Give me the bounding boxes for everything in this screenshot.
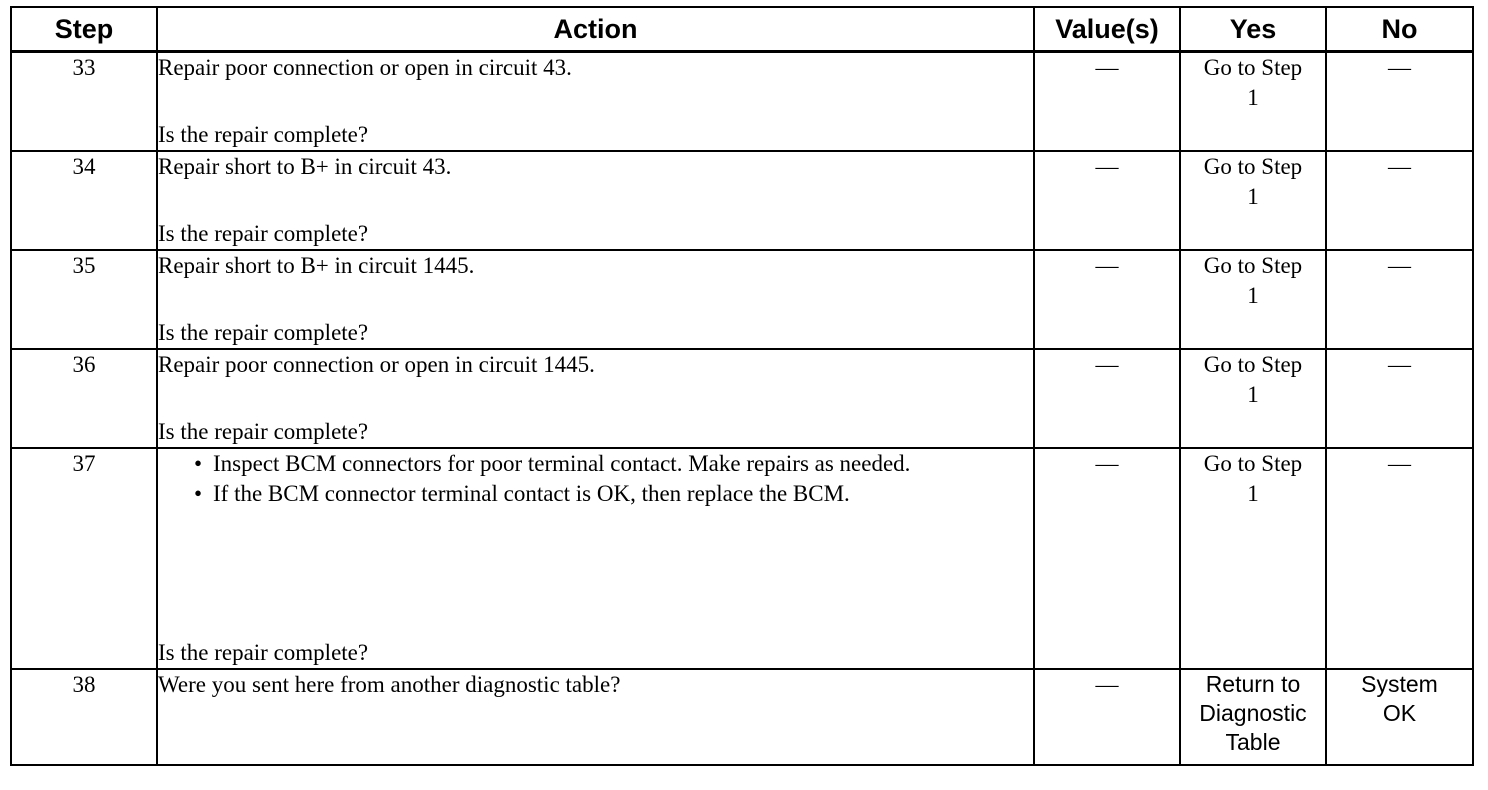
action-question: Is the repair complete? — [158, 221, 369, 246]
no-line: OK — [1382, 700, 1417, 726]
action-question: Is the repair complete? — [158, 419, 369, 444]
value-cell: — — [1034, 669, 1180, 765]
action-text: Repair poor connection or open in circuit 43. — [158, 55, 572, 80]
action-question: Is the repair complete? — [158, 320, 369, 345]
step-number: 38 — [11, 669, 157, 765]
yes-line: 1 — [1247, 85, 1259, 110]
yes-cell — [1180, 669, 1326, 765]
step-number: 34 — [11, 151, 157, 250]
yes-line: Go to Step — [1203, 55, 1303, 80]
action-question: Is the repair complete? — [158, 640, 369, 665]
yes-cell — [1180, 250, 1326, 349]
action-text: Repair short to B+ in circuit 43. — [158, 154, 452, 179]
yes-cell — [1180, 448, 1326, 669]
step-number: 36 — [11, 349, 157, 448]
yes-line: 1 — [1247, 481, 1259, 506]
header-step: Step — [11, 7, 157, 52]
bullet-text: If the BCM connector terminal contact is OK, then replace the BCM. — [213, 481, 850, 506]
header-no: No — [1326, 7, 1473, 52]
action-cell — [157, 52, 1034, 152]
bullet-text: Inspect BCM connectors for poor terminal contact. Make repairs as needed. — [213, 451, 911, 476]
no-cell: — — [1326, 250, 1473, 349]
table-row — [11, 669, 1473, 765]
table-row — [11, 349, 1473, 448]
yes-line: Diagnostic — [1199, 700, 1307, 726]
step-number: 35 — [11, 250, 157, 349]
yes-line: 1 — [1247, 283, 1259, 308]
no-cell: — — [1326, 349, 1473, 448]
yes-cell — [1180, 52, 1326, 152]
table-row — [11, 448, 1473, 669]
no-cell — [1326, 669, 1473, 765]
step-number: 37 — [11, 448, 157, 669]
value-cell: — — [1034, 250, 1180, 349]
value-cell: — — [1034, 349, 1180, 448]
yes-cell — [1180, 151, 1326, 250]
bullet-icon: • — [194, 451, 203, 476]
yes-line: Table — [1225, 729, 1281, 755]
yes-line: Return to — [1205, 671, 1301, 697]
action-cell — [157, 151, 1034, 250]
no-cell: — — [1326, 448, 1473, 669]
bullet-list — [158, 449, 1033, 509]
table-row — [11, 250, 1473, 349]
action-cell — [157, 669, 1034, 765]
value-cell: — — [1034, 151, 1180, 250]
value-cell: — — [1034, 448, 1180, 669]
action-text: Repair poor connection or open in circuit 1445. — [158, 352, 595, 377]
header-values: Value(s) — [1034, 7, 1180, 52]
diagnostic-table — [10, 6, 1474, 766]
action-text: Were you sent here from another diagnostic table? — [158, 672, 621, 697]
no-cell: — — [1326, 151, 1473, 250]
step-number: 33 — [11, 52, 157, 152]
header-action: Action — [157, 7, 1034, 52]
yes-line: Go to Step — [1203, 253, 1303, 278]
value-cell: — — [1034, 52, 1180, 152]
yes-cell — [1180, 349, 1326, 448]
bullet-icon: • — [194, 481, 203, 506]
yes-line: Go to Step — [1203, 154, 1303, 179]
table-row — [11, 151, 1473, 250]
action-cell — [157, 349, 1034, 448]
yes-line: Go to Step — [1203, 352, 1303, 377]
bullet-item — [158, 479, 1033, 509]
action-question: Is the repair complete? — [158, 122, 369, 147]
yes-line: Go to Step — [1203, 451, 1303, 476]
table-row — [11, 52, 1473, 152]
header-row — [11, 7, 1473, 52]
no-line: System — [1361, 671, 1438, 697]
header-yes: Yes — [1180, 7, 1326, 52]
yes-line: 1 — [1247, 382, 1259, 407]
no-cell: — — [1326, 52, 1473, 152]
bullet-item — [158, 449, 1033, 479]
yes-line: 1 — [1247, 184, 1259, 209]
action-cell — [157, 448, 1034, 669]
action-text: Repair short to B+ in circuit 1445. — [158, 253, 475, 278]
action-cell — [157, 250, 1034, 349]
